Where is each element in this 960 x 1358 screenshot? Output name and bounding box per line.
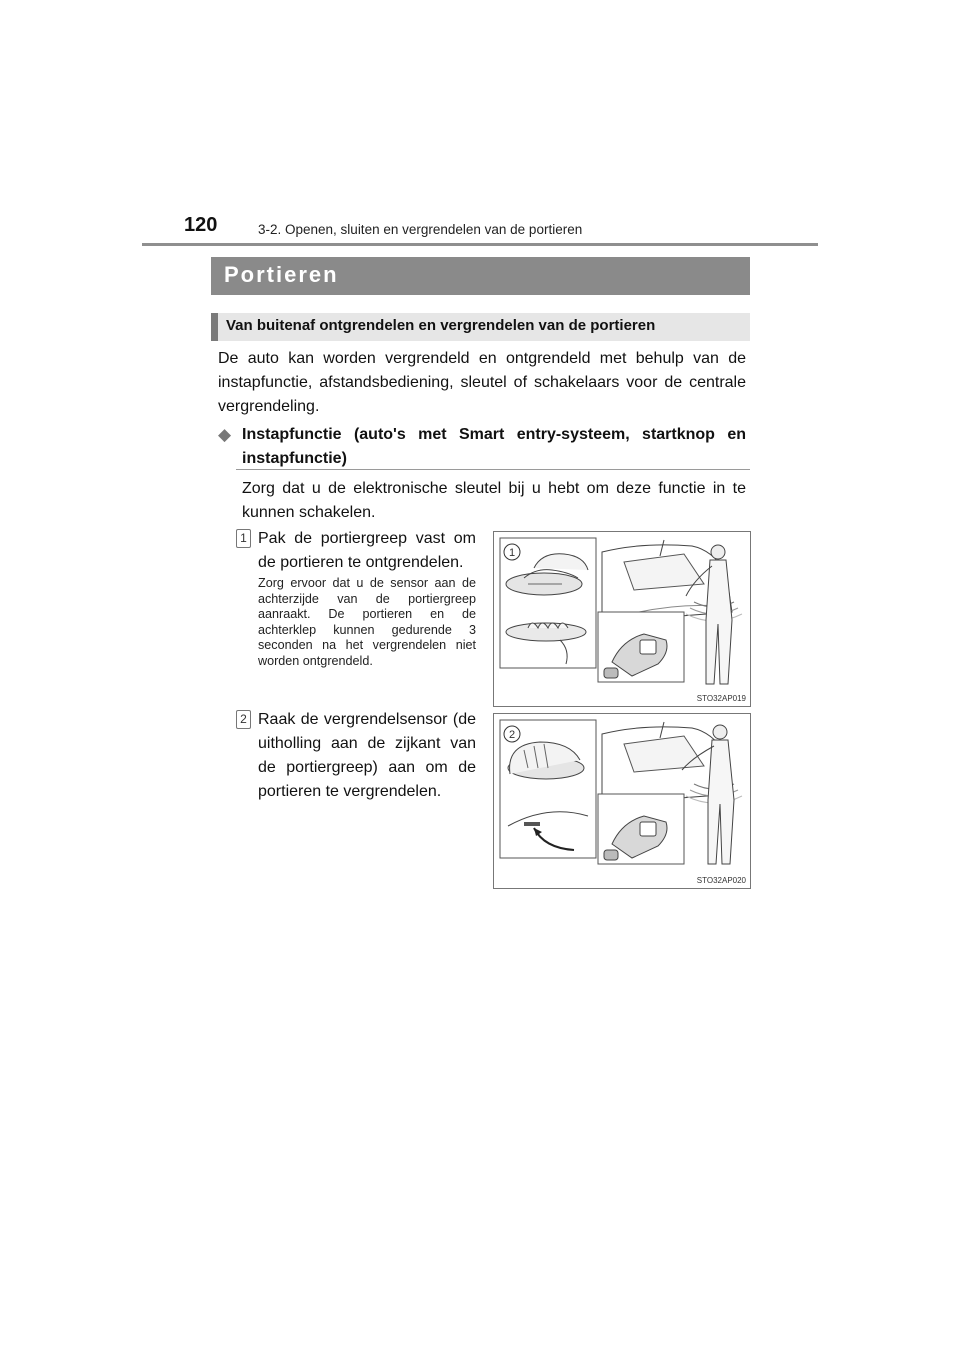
step-number-badge: 2 (236, 710, 251, 729)
feature-divider (236, 469, 750, 470)
feature-title: Instapfunctie (auto's met Smart entry-systeem, startknop en instapfunctie) (242, 426, 746, 467)
lock-illustration-svg (494, 714, 750, 888)
section-title: Portieren (224, 262, 339, 287)
unlock-illustration-svg (494, 532, 750, 706)
figure-code: STO32AP020 (696, 876, 746, 885)
running-header: 3-2. Openen, sluiten en vergrendelen van de portieren (258, 222, 583, 237)
intro-paragraph: De auto kan worden vergrendeld en ontgrendeld met behulp van de instapfunctie, afstandsbediening, sleutel of schakelaars voor de centrale vergrendeling. (218, 350, 746, 415)
feature-description: Zorg dat u de elektronische sleutel bij u hebt om deze functie in te kunnen schakelen. (242, 480, 746, 521)
diamond-bullet-icon: ◆ (218, 425, 232, 444)
header-rule (142, 243, 818, 246)
figure-lock-illustration (493, 713, 751, 889)
subsection-title: Van buitenaf ontgrendelen en vergrendelen van de portieren (226, 317, 656, 334)
step-number-badge: 1 (236, 529, 251, 548)
step-text: Pak de portiergreep vast om de portieren te ontgrendelen. (258, 530, 476, 571)
page-number: 120 (184, 214, 218, 236)
step-text: Raak de vergrendelsensor (de uitholling aan de zijkant van de portiergreep) aan om de portieren te vergrendelen. (258, 711, 476, 800)
subsection-marker (211, 313, 218, 341)
figure-unlock-illustration (493, 531, 751, 707)
svg-text:2: 2 (509, 729, 516, 741)
step-note: Zorg ervoor dat u de sensor aan de achterzijde van de portiergreep aanraakt. De portieren en de achterklep kunnen gedurende 3 seconden na het vergrendelen niet worden ontgrendeld. (258, 576, 476, 668)
figure-code: STO32AP019 (696, 694, 746, 703)
svg-text:1: 1 (509, 547, 516, 559)
